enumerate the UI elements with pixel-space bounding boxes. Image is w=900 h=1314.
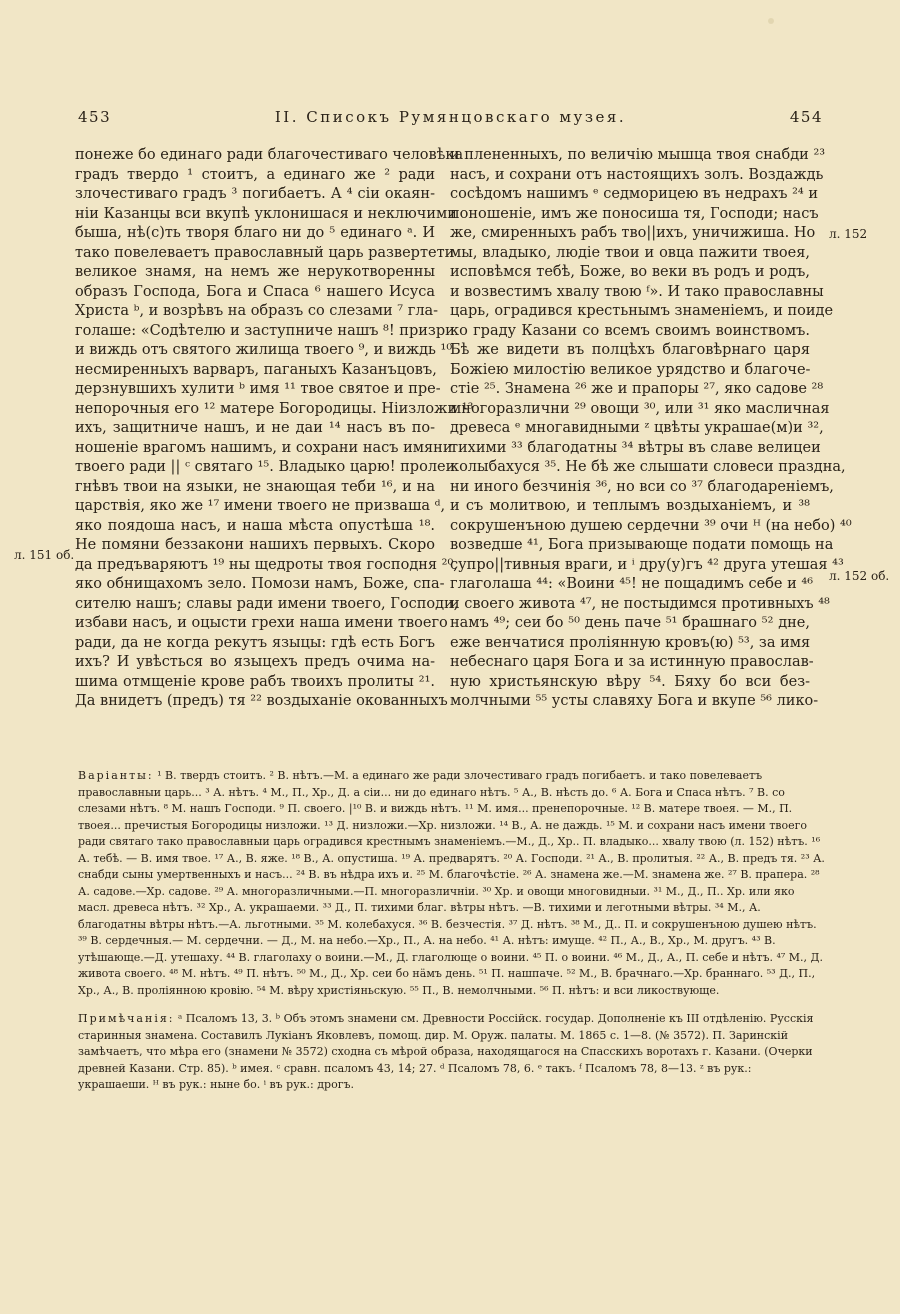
text-line: поношенiе, имъ же поносиша тя, Господи; насъ — [450, 205, 819, 222]
text-line: мы, владыко, людiе твои и овца пажити твоея, — [450, 244, 810, 261]
text-line: колыбахуся ³⁵. Не бѣ же слышати словеси праздна, — [450, 459, 846, 475]
text-line: и возвестимъ хвалу твою ᶠ». И тако православны — [450, 283, 824, 300]
text-line: возведше ⁴¹, Бога призывающе подати помощь на — [450, 537, 834, 553]
footnotes — [78, 768, 826, 1106]
text-line: дерзнувшихъ хулити ᵇ имя ¹¹ твое святое и пре- — [75, 381, 441, 397]
text-line: ни иного безчинiя ³⁶, но вси со ³⁷ благодаренiемъ, — [450, 478, 834, 495]
text-line: и съ молитвою, и теплымъ воздыханiемъ, и ³⁸ — [450, 498, 810, 514]
page-number-left: 453 — [78, 108, 112, 126]
text-line: глаголаша ⁴⁴: «Воини ⁴⁵! не пощадимъ себе и ⁴⁶ — [450, 576, 814, 592]
text-line: быша, нѣ(с)ть творя благо ни до ⁵ единаго ᵃ. И — [75, 225, 435, 241]
paper-mark — [768, 18, 774, 24]
text-line: царь, оградився крестьнымъ знаменiемъ, и поиде — [450, 303, 834, 319]
text-line: понеже бо единагo ради благочестиваго человѣка — [75, 147, 464, 163]
text-line: голаше: «Содѣтелю и заступниче нашъ ⁸! призри — [75, 322, 455, 339]
text-line: яко обнищахомъ зело. Помози намъ, Боже, спа- — [75, 576, 445, 592]
text-column-left — [75, 146, 474, 712]
remarks-block — [78, 1011, 826, 1094]
variants-block — [78, 768, 826, 999]
text-line: сосѣдомъ нашимъ ᵉ седморицею въ недрахъ ²⁴ и — [450, 186, 819, 202]
text-line: тако повелеваетъ православный царь развертети — [75, 244, 455, 261]
text-line: же, смиренныхъ рабъ тво||ихъ, уничижиша. Но — [450, 225, 816, 241]
variants-label: Варiанты: — [78, 769, 154, 782]
text-line: сителю нашъ; славы ради имени твоего, Господи, — [75, 595, 459, 612]
page-number-right: 454 — [789, 108, 823, 126]
text-line: образъ Господа, Бога и Спаса ⁶ нашего Исуса — [75, 283, 435, 300]
page-header — [78, 108, 823, 134]
text-line: молчными ⁵⁵ усты славяху Бога и вкупе ⁵⁶ лико- — [450, 693, 819, 709]
text-line: и своего живота ⁴⁷, не постыдимся противныхъ ⁴⁸ — [450, 595, 830, 612]
margin-note-left: л. 151 об. — [14, 548, 75, 562]
text-line: насъ, и сохрани отъ настоящихъ золъ. Воздаждь — [450, 166, 824, 183]
text-line: намъ ⁴⁹; сеи бо ⁵⁰ день паче ⁵¹ брашнаго ⁵² дне, — [450, 615, 810, 631]
text-line: стiе ²⁵. Знамена ²⁶ же и прапоры ²⁷, яко садове ²⁸ — [450, 381, 824, 397]
text-line: нiи Казанцы вси вкупѣ уклонишася и неключими — [75, 205, 457, 222]
text-line: да предъваряютъ ¹⁹ ны щедроты твоя господня ²⁰, — [75, 556, 458, 573]
text-line: ради, да не когда рекутъ языцы: гдѣ есть Богъ — [75, 634, 435, 651]
text-line: шима отмщенiе крове рабъ твоихъ пролиты ²¹. — [75, 673, 435, 690]
text-line: яко поядоша насъ, и наша мѣста опустѣша ¹⁸. — [75, 517, 435, 534]
text-line: злочестиваго градъ ³ погибаетъ. А ⁴ сiи окаян- — [75, 186, 435, 202]
text-line: тихими ³³ благодатны ³⁴ вѣтры въ славе велицеи — [450, 439, 821, 456]
text-line: ко граду Казани со всемъ своимъ воинствомъ. — [450, 322, 810, 339]
text-line: древеса ᵉ многавидными ᶻ цвѣты украшае(м)и ³², — [450, 420, 824, 436]
text-line: градъ твердо ¹ стоитъ, а единаго же ² ради — [75, 166, 435, 183]
text-line: сокрушенъною душею сердечни ³⁹ очи ᴴ (на небо) ⁴⁰ — [450, 517, 852, 534]
margin-note-right-1: л. 152 — [829, 227, 868, 241]
margin-note-right-2: л. 152 об. — [829, 569, 890, 583]
text-line: Божiею милостiю великое урядство и благоче- — [450, 361, 811, 378]
text-line: непорочныя его ¹² матере Богородицы. Нiизложи ¹³ — [75, 400, 474, 417]
remarks-label: Примѣчанiя: — [78, 1012, 175, 1025]
variants-text: ¹ В. твердъ стоитъ. ² В. нѣтъ.—М. а единаго же ради злочестиваго градъ погибаетъ. и тако повелеваетъ православныи царь... ³ А. нѣтъ. ⁴ М., П., Хр., Д. а сiи... ни до единаго нѣтъ. ⁵ А., В. нѣсть до. ⁶ А. Бога и Спаса нѣтъ. ⁷ В. со слезами нѣтъ. ⁸ М. нашъ Господи. ⁹ П. своего. |¹⁰ В. и виждь нѣтъ. ¹¹ М. имя... пренепорочные. ¹² В. матере твоея. — М., П. твоея... пречистыя Богородицы низложи. ¹³ Д. низложи.—Хр. низложи. ¹⁴ В., А. не даждь. ¹⁵ М. и сохрани насъ имени твоего ради святаго тако православныи царь оградився крестнымъ знаменiемъ.—М., Д., Хр.. П. владыко... хвалу твою (л. 152) нѣтъ. ¹⁶ А. тебѣ. — В. имя твое. ¹⁷ А., В. яже. ¹⁸ В., А. опустиша. ¹⁹ А. предварятъ. ²⁰ А. Господи. ²¹ А., В. пролитыя. ²² А., В. предъ тя. ²³ А. снабди сыны умертвенныхъ и насъ... ²⁴ В. въ нѣдра ихъ и. ²⁵ М. благочѣстiе. ²⁶ А. знамена же.—М. знамена же. ²⁷ В. прапера. ²⁸ А. садове.—Хр. садове. ²⁹ А. многоразличными.—П. многоразличнiи. ³⁰ Хр. и овощи многовидныи. ³¹ М., Д., П.. Хр. или яко масл. древеса нѣтъ. ³² Хр., А. украшаеми. ³³ Д., П. тихими благ. вѣтры нѣтъ. —В. тихими и леготными вѣтры. ³⁴ М., А. благодатны вѣтры нѣтъ.—А. льготными. ³⁵ М. колебахуся. ³⁶ В. безчестiя. ³⁷ Д. нѣтъ. ³⁸ М., Д.. П. и сокрушенъною душею нѣтъ. ³⁹ В. сердечныя.— М. сердечни. — Д., М. на небо.—Хр., П., А. на небо. ⁴¹ А. нѣтъ: имуще. ⁴² П., А., В., Хр., М. другъ. ⁴³ В. утѣшающе.—Д. утешаху. ⁴⁴ В. глаголаху о воини.—М., Д. глаголюще о воини. ⁴⁵ П. о воини. ⁴⁶ М., Д., А., П. себе и нѣтъ. ⁴⁷ М., Д. живота своего. ⁴⁸ М. нѣтъ. ⁴⁹ П. нѣтъ. ⁵⁰ М., Д., Хр. сеи бо нäмъ день. ⁵¹ П. нашпаче. ⁵² М., В. брачнаго.—Хр. браннаго. ⁵³ Д., П., Хр., А., В. пролiянною кровiю. ⁵⁴ М. вѣру христiяньскую. ⁵⁵ П., В. немолчными. ⁵⁶ П. нѣтъ: и вси ликоствующе. — [78, 769, 825, 997]
text-line: многоразлични ²⁹ овощи ³⁰, или ³¹ яко масличная — [450, 400, 830, 417]
text-line: еже венчатися проліянную кровъ(ю) ⁵³, за имя — [450, 634, 811, 651]
text-line: твоего ради || ᶜ святаго ¹⁵. Владыко царю! пролеи — [75, 459, 456, 475]
text-line: Бѣ же видети въ полцѣхъ благовѣрнаго царя — [450, 342, 810, 358]
text-line: Христа ᵇ, и возрѣвъ на образъ со слезами ⁷ гла- — [75, 303, 439, 319]
text-line: и плененныхъ, по величiю мышца твоя снабди ²³ — [450, 147, 826, 163]
text-line: супро||тивныя враги, и ⁱ дру(у)гъ ⁴² друга утешая ⁴³ — [450, 556, 844, 573]
text-line: Не помяни беззакони нашихъ первыхъ. Скоро — [75, 537, 435, 553]
text-line: царствiя, яко же ¹⁷ имени твоего не призваша ᵈ, — [75, 498, 446, 514]
running-title: II. Списокъ Румянцовскаго музея. — [274, 108, 627, 126]
text-line: исповѣмся тебѣ, Боже, во веки въ родъ и родъ, — [450, 264, 810, 280]
text-line: ихъ? И увѣсться во языцехъ предъ очима на- — [75, 654, 435, 670]
text-line: великое знамя, на немъ же нерукотворенны — [75, 264, 435, 280]
text-line: ихъ, защитниче нашъ, и не даи ¹⁴ насъ въ по- — [75, 420, 435, 436]
text-line: ную христьянскую вѣру ⁵⁴. Бяху бо вси без- — [450, 673, 810, 690]
text-line: несмиренныхъ варваръ, паганыхъ Казанъцовъ, — [75, 361, 437, 378]
text-line: небеснаго царя Бога и за истинную правослaв- — [450, 654, 814, 670]
text-line: Да внидетъ (предъ) тя ²² воздыханiе окованныхъ — [75, 693, 448, 709]
text-line: гнѣвъ твои на языки, не знающая теби ¹⁶, и на — [75, 478, 435, 495]
text-line: и виждь отъ святого жилища твоего ⁹, и виждь ¹⁰ — [75, 342, 453, 358]
remarks-text: ᵃ Псаломъ 13, 3. ᵇ Объ этомъ знамени см. Древности Россiйск. государ. Дополненiе къ III отдѣленiю. Русскiя старинныя знамена. Составилъ Лукiанъ Яковлевъ, помощ. дир. М. Оруж. палаты. М. 1865 с. 1—8. (№ 3572). П. Заринскiй замѣчаетъ, что мѣра его (знамени № 3572) сходна съ мѣрой образа, находящагося на Спасскихъ воротахъ г. Казани. (Очерки древней Казани. Стр. 85). ᵇ имея. ᶜ сравн. псаломъ 43, 14; 27. ᵈ Псаломъ 78, 6. ᵉ такъ. ᶠ Псаломъ 78, 8—13. ᶻ въ рук.: украшаеши. ᴴ въ рук.: ныне бо. ⁱ въ рук.: дрогъ. — [78, 1012, 814, 1091]
text-line: избави насъ, и оцысти грехи наша имени твоего — [75, 615, 448, 631]
text-line: ношенiе врагомъ нашимъ, и сохрани насъ имяни — [75, 439, 453, 456]
